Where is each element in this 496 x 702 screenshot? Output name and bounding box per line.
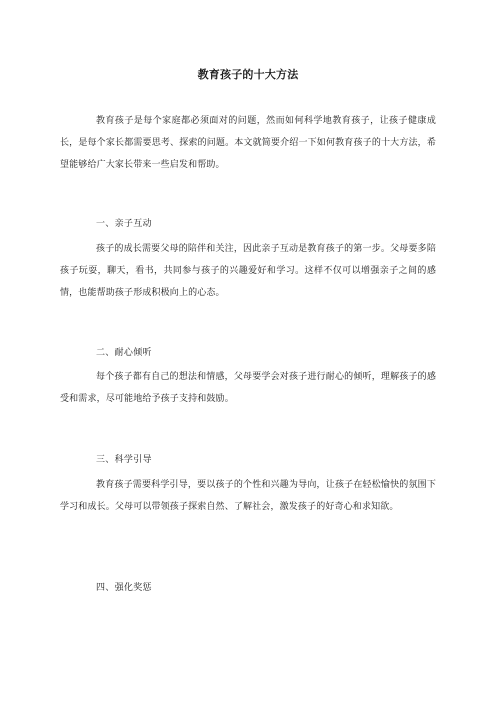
section-heading-1: 一、亲子互动 xyxy=(96,219,152,229)
document-title: 教育孩子的十大方法 xyxy=(197,68,299,81)
section-heading-3: 三、科学引导 xyxy=(96,455,152,465)
section-heading-2: 二、耐心倾听 xyxy=(96,348,152,358)
section-heading-4: 四、强化奖惩 xyxy=(96,583,152,593)
section-body-1: 孩子的成长需要父母的陪伴和关注，因此亲子互动是教育孩子的第一步。父母要多陪孩子玩耍，聊天，看书，共同参与孩子的兴趣爱好和学习。这样不仅可以增强亲子之间的感情，也能帮助孩子形成积极向上的心态。 xyxy=(60,244,436,298)
section-body-3: 教育孩子需要科学引导，要以孩子的个性和兴趣为导向，让孩子在轻松愉快的氛围下学习和成长。父母可以带领孩子探索自然、了解社会，激发孩子的好奇心和求知欲。 xyxy=(60,480,436,512)
section-body-2: 每个孩子都有自己的想法和情感，父母要学会对孩子进行耐心的倾听，理解孩子的感受和需求，尽可能地给予孩子支持和鼓励。 xyxy=(60,372,436,404)
intro-paragraph: 教育孩子是每个家庭都必须面对的问题，然而如何科学地教育孩子，让孩子健康成长，是每个家长都需要思考、探索的问题。本文就简要介绍一下如何教育孩子的十大方法，希望能够给广大家长带来一些启发和帮助。 xyxy=(60,116,436,170)
